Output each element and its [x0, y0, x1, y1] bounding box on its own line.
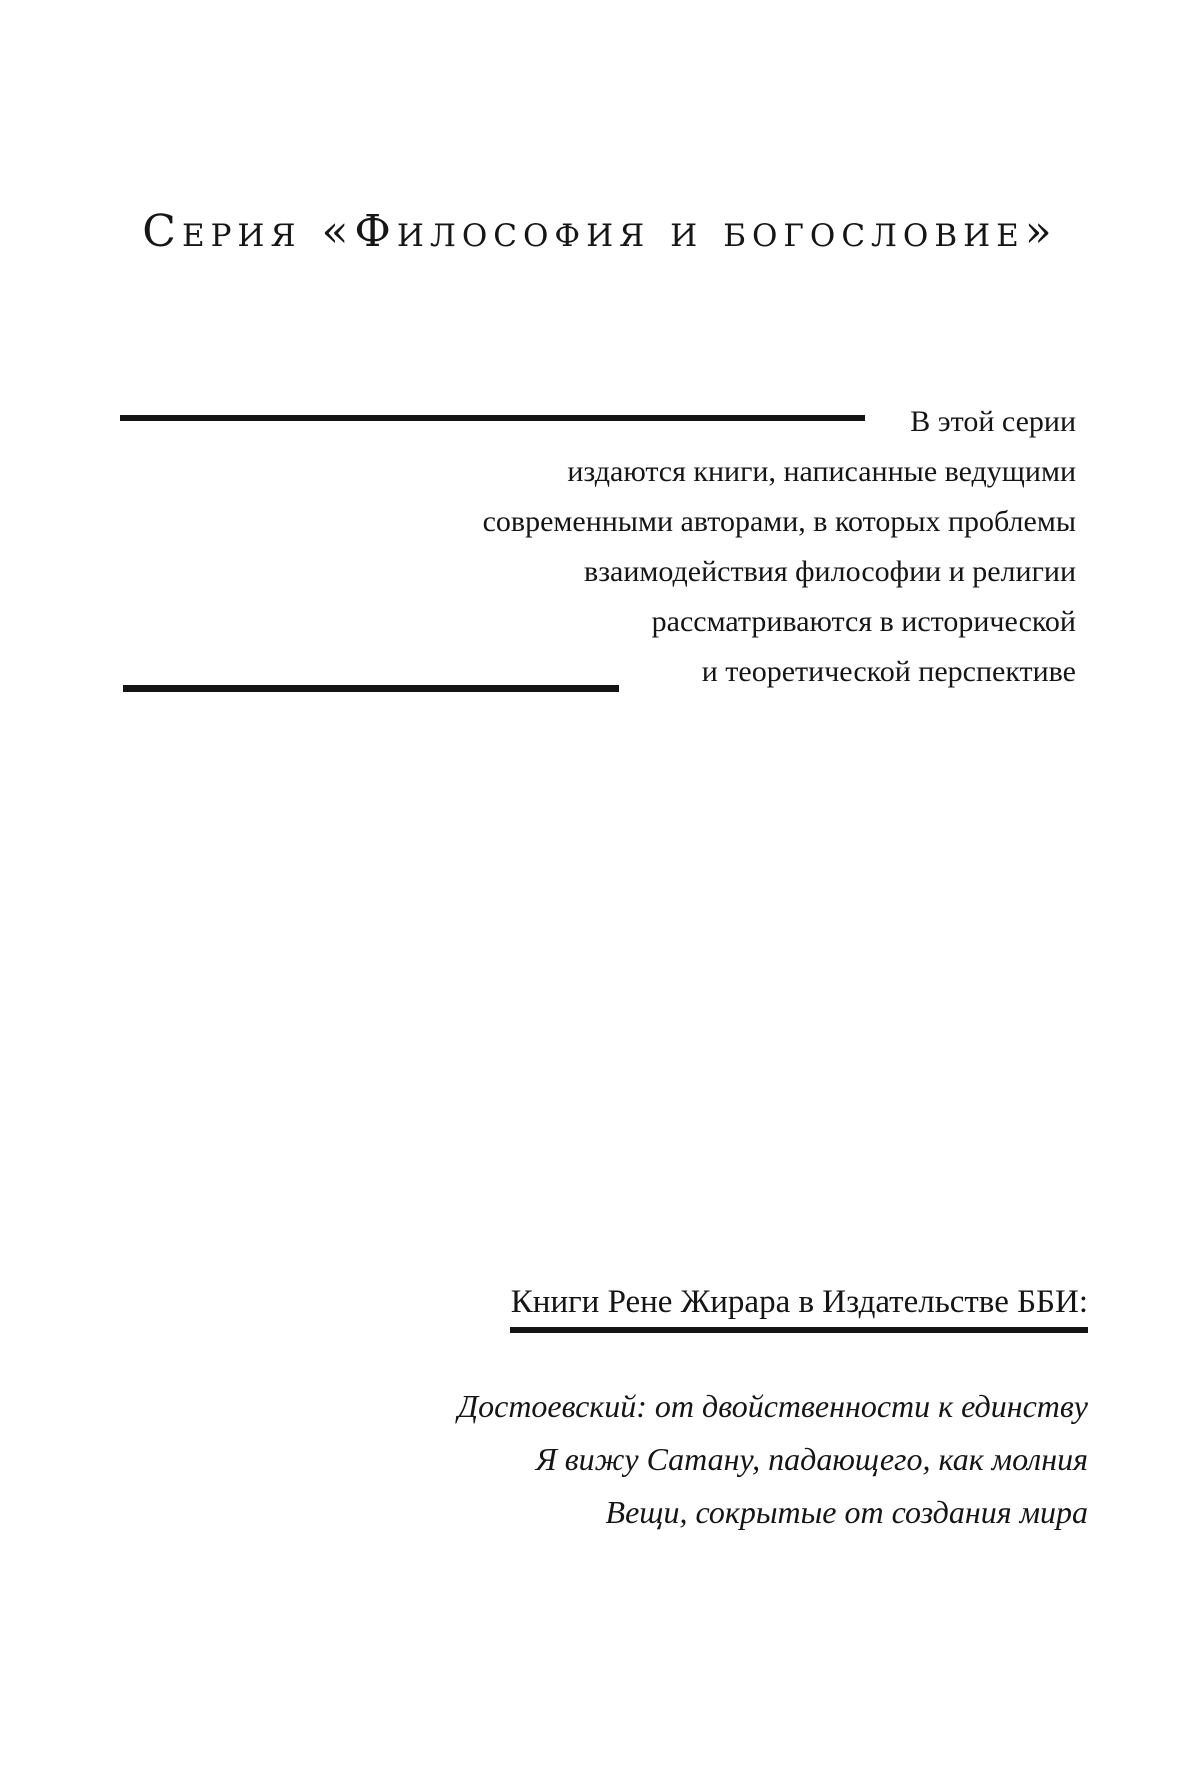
books-heading: Книги Рене Жирара в Издательстве ББИ: — [510, 1284, 1088, 1320]
book-title: Достоевский: от двойственности к единству — [457, 1388, 1088, 1424]
book-title: Вещи, сокрытые от создания мира — [605, 1494, 1088, 1530]
decorative-rule-bottom — [123, 685, 619, 692]
series-title: Серия «Философия и богословие» — [142, 206, 1058, 257]
books-heading-underline — [510, 1327, 1088, 1333]
description-line: и теоретической перспективе — [701, 655, 1076, 688]
description-line: В этой серии — [910, 405, 1076, 438]
decorative-rule-top — [120, 415, 865, 421]
book-title: Я вижу Сатану, падающего, как молния — [535, 1441, 1088, 1477]
description-line: издаются книги, написанные ведущими — [567, 455, 1076, 488]
description-line: современными авторами, в которых проблемы — [482, 505, 1076, 538]
description-line: взаимодействия философии и религии — [584, 555, 1076, 588]
description-line: рассматриваются в исторической — [651, 605, 1076, 638]
